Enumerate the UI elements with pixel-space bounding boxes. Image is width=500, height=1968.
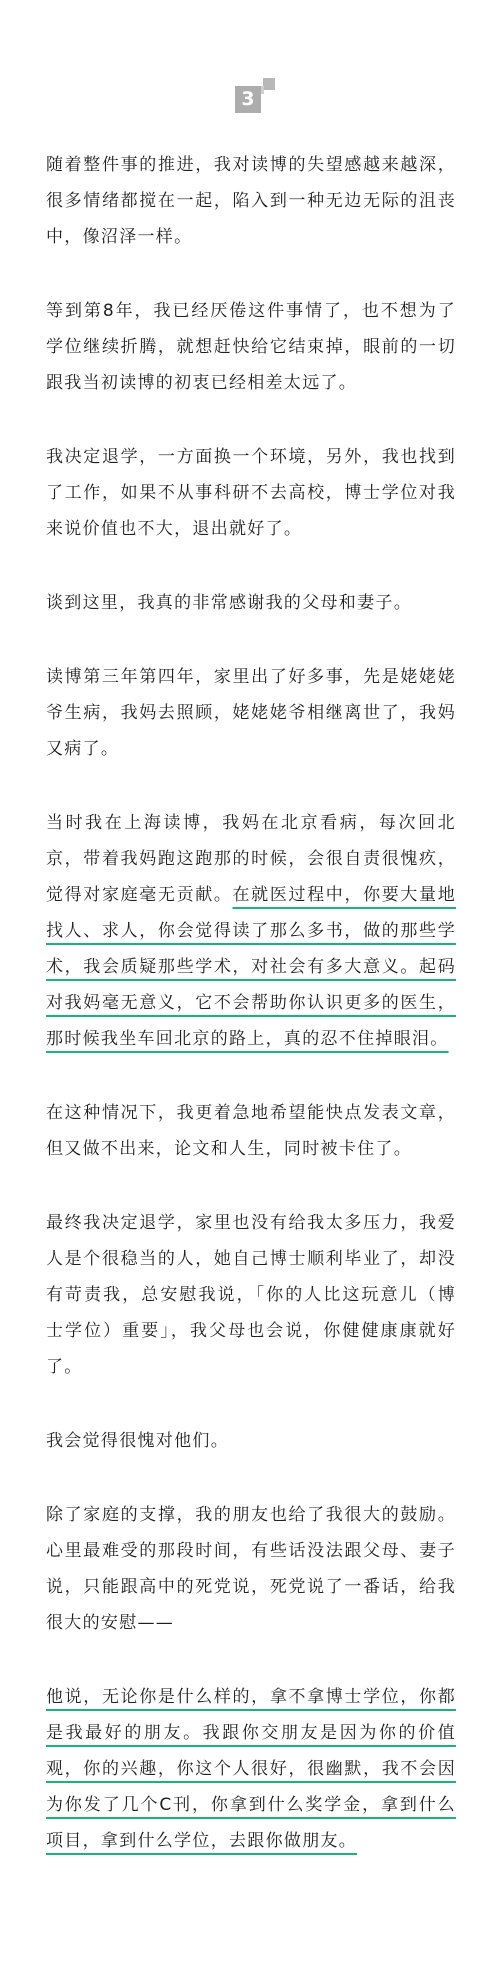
paragraph-text: 当时我在上海读博，我妈在北京看病，每次回北京，带着我妈跑这跑那的时候，会很自责很愧疚，觉得对家庭毫无贡献。 [46, 813, 456, 905]
paragraph-8 [46, 1205, 456, 1385]
paragraph-9 [46, 1423, 456, 1459]
paragraph-10 [46, 1497, 456, 1641]
section-number: 3 [235, 86, 261, 113]
paragraph-5 [46, 659, 456, 767]
paragraph-text: 等到第8年，我已经厌倦这件事情了，也不想为了学位继续折腾，就想赶快给它结束掉，眼前的一切跟我当初读博的初衷已经相差太远了。 [46, 301, 456, 393]
paragraph-text: 除了家庭的支撑，我的朋友也给了我很大的鼓励。心里最难受的那段时间，有些话没法跟父母、妻子说，只能跟高中的死党说，死党说了一番话，给我很大的安慰—— [46, 1505, 456, 1633]
paragraph-text: 我会觉得很愧对他们。 [46, 1431, 229, 1451]
highlighted-quote: 他说，无论你是什么样的，拿不拿博士学位，你都是我最好的朋友。我跟你交朋友是因为你的价值观，你的兴趣，你这个人很好，很幽默，我不会因为你发了几个C刊，你拿到什么奖学金，拿到什么项目，拿到什么学位，去跟你做朋友。 [46, 1687, 456, 1851]
paragraph-6 [46, 805, 456, 1057]
paragraph-text: 随着整件事的推进，我对读博的失望感越来越深，很多情绪都搅在一起，陷入到一种无边无际的沮丧中，像沼泽一样。 [46, 155, 456, 247]
section-number-badge [235, 78, 281, 118]
paragraph-text: 在这种情况下，我更着急地希望能快点发表文章，但又做不出来，论文和人生，同时被卡住了。 [46, 1103, 456, 1159]
paragraph-4 [46, 585, 456, 621]
paragraph-text: 谈到这里，我真的非常感谢我的父母和妻子。 [46, 593, 412, 613]
paragraph-7 [46, 1095, 456, 1167]
highlighted-quote: 在就医过程中，你要大量地找人、求人，你会觉得读了那么多书，做的那些学术，我会质疑那些学术，对社会有多大意义。起码对我妈毫无意义，它不会帮助你认识更多的医生，那时候我坐车回北京的路上，真的忍不住掉眼泪。 [46, 885, 457, 1049]
paragraph-1 [46, 147, 456, 255]
paragraph-text: 读博第三年第四年，家里出了好多事，先是姥姥姥爷生病，我妈去照顾，姥姥姥爷相继离世了，我妈又病了。 [46, 667, 456, 759]
paragraph-text: 我决定退学，一方面换一个环境，另外，我也找到了工作，如果不从事科研不去高校，博士学位对我来说价值也不大，退出就好了。 [46, 447, 456, 539]
paragraph-3 [46, 439, 456, 547]
paragraph-text: 最终我决定退学，家里也没有给我太多压力，我爱人是个很稳当的人，她自己博士顺利毕业了，却没有苛责我，总安慰我说，「你的人比这玩意儿（博士学位）重要」，我父母也会说，你健健康康就好了。 [46, 1213, 456, 1377]
article-body [46, 147, 456, 1897]
paragraph-11 [46, 1679, 456, 1859]
decor-square-large [263, 78, 275, 90]
paragraph-2 [46, 293, 456, 401]
